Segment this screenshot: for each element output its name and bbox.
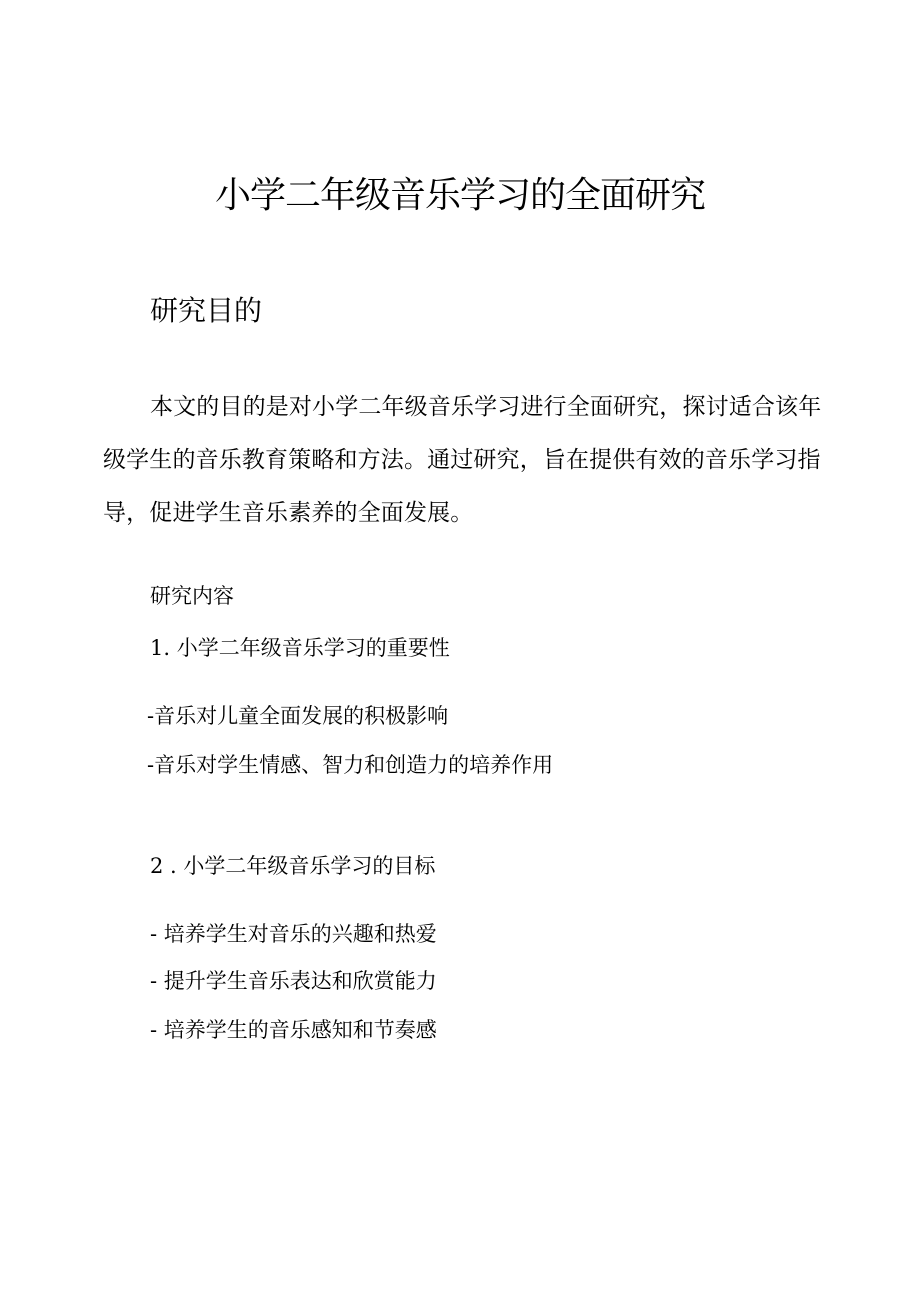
list-item: - 提升学生音乐表达和欣赏能力: [150, 969, 437, 993]
list-item: - 培养学生的音乐感知和节奏感: [150, 1018, 437, 1042]
list-item: - 培养学生对音乐的兴趣和热爱: [150, 922, 437, 946]
list-item: -音乐对学生情感、智力和创造力的培养作用: [147, 753, 554, 777]
purpose-paragraph: 本文的目的是对小学二年级音乐学习进行全面研究，探讨适合该年级学生的音乐教育策略和方法。通过研究，旨在提供有效的音乐学习指导，促进学生音乐素养的全面发展。: [103, 394, 822, 526]
list-item: -音乐对儿童全面发展的积极影响: [147, 704, 449, 728]
content-heading: 研究内容: [150, 584, 234, 608]
purpose-heading: 研究目的: [150, 294, 263, 327]
section-heading-goals: 2 . 小学二年级音乐学习的目标: [150, 854, 436, 878]
document-title: 小学二年级音乐学习的全面研究: [214, 175, 705, 216]
section-heading-importance: 1. 小学二年级音乐学习的重要性: [150, 636, 450, 660]
